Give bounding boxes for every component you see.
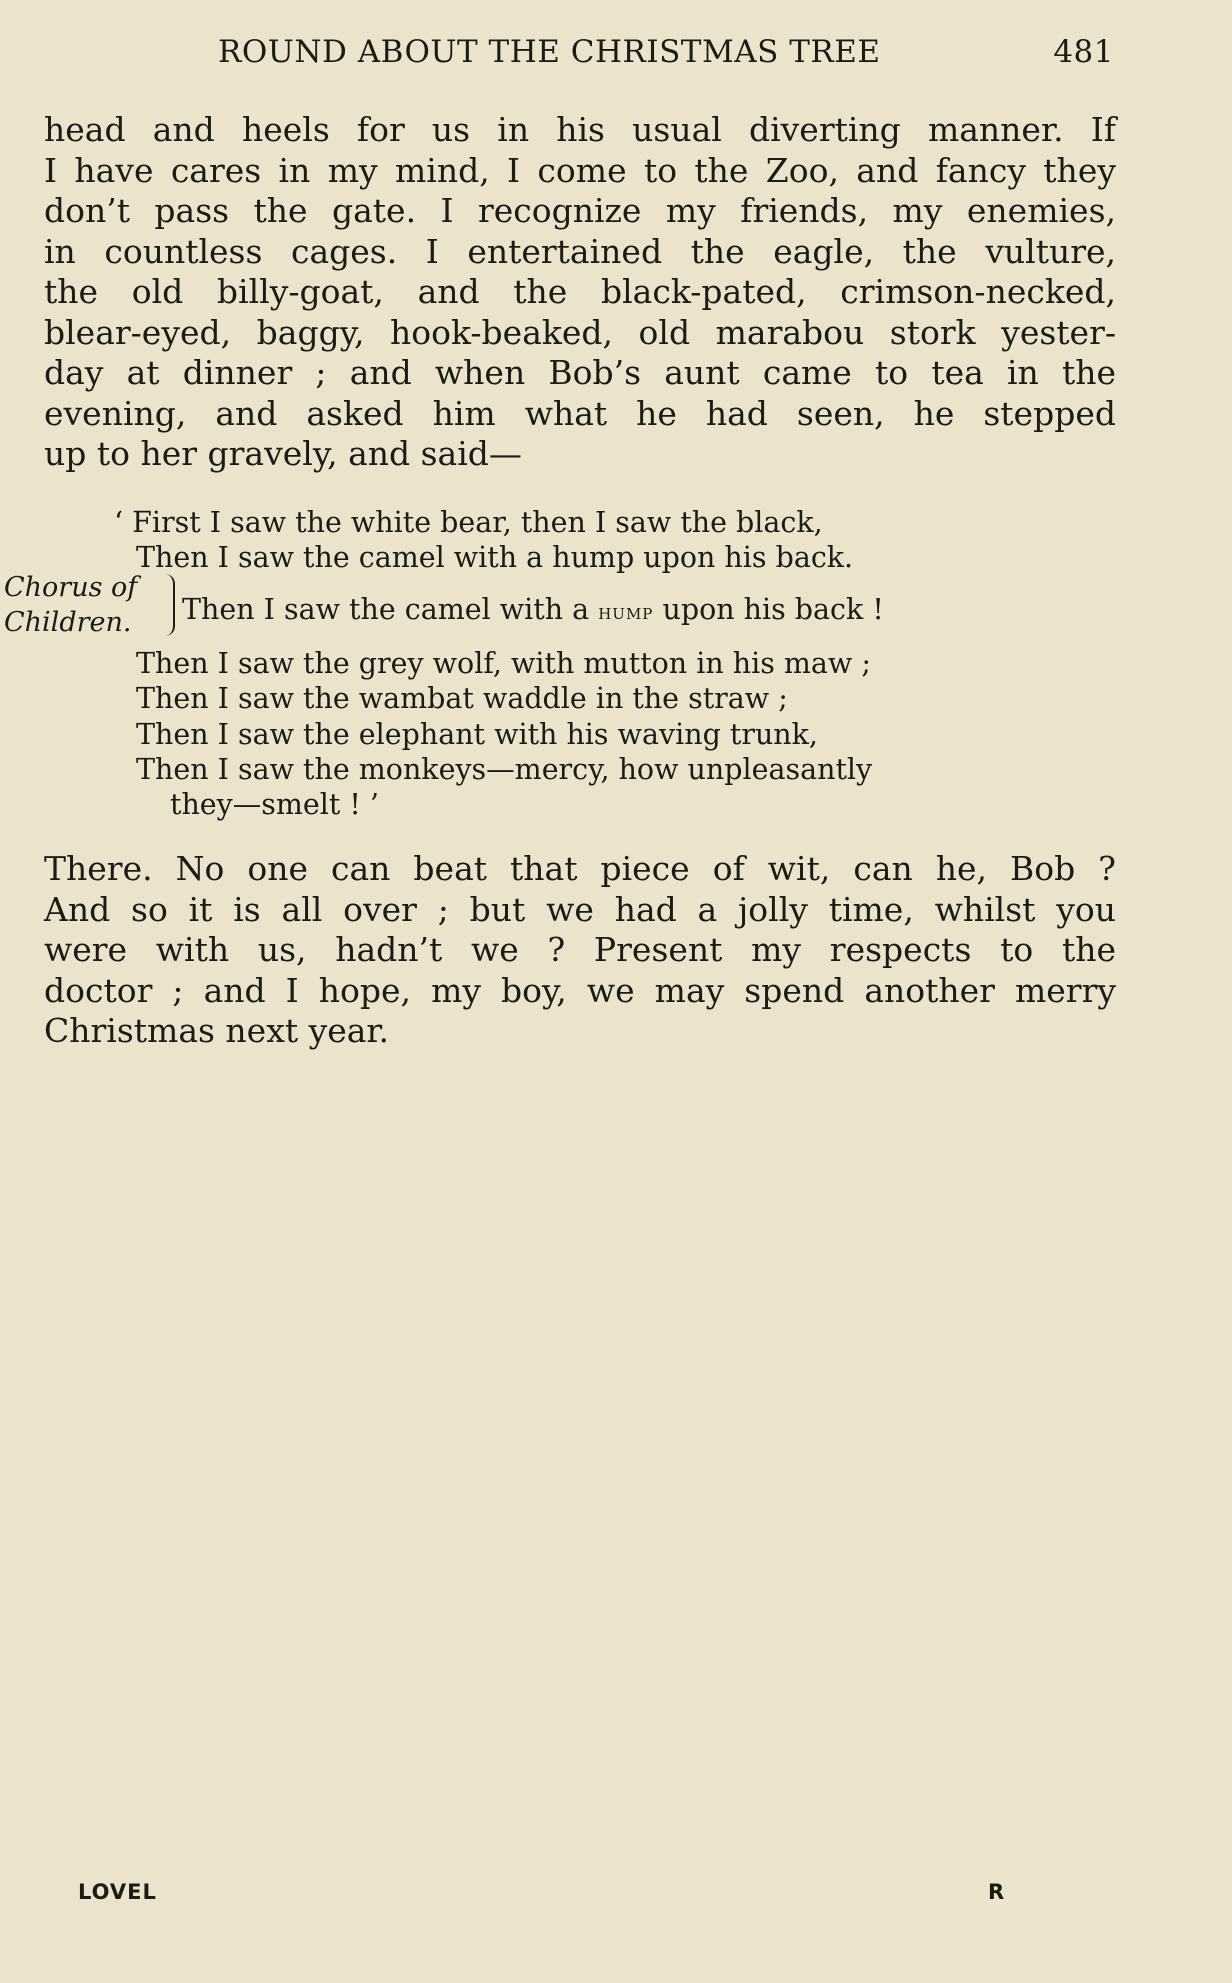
- text-line: up to her gravely, and said—: [44, 434, 522, 473]
- text-line: head and heels for us in his usual diverting manner. If: [44, 110, 1116, 149]
- text-line: doctor ; and I hope, my boy, we may spend another merry: [44, 970, 1116, 1010]
- text-line: don’t pass the gate. I recognize my friends, my enemies,: [44, 191, 1116, 230]
- text-line: Christmas next year.: [44, 1011, 390, 1050]
- chorus-label-line: Children.: [4, 607, 132, 638]
- chorus-label: [4, 574, 137, 636]
- text-line: in countless cages. I entertained the eagle, the vulture,: [44, 231, 1116, 271]
- verse-line: they—smelt ! ’: [170, 788, 379, 821]
- paragraph-closing: [44, 849, 1116, 1052]
- text-line: And so it is all over ; but we had a jolly time, whilst you: [44, 889, 1116, 929]
- chorus-text: upon his back !: [662, 593, 884, 626]
- hump-word: hump: [598, 600, 654, 625]
- brace: [165, 574, 175, 636]
- text-line: evening, and asked him what he had seen, he stepped: [44, 393, 1116, 433]
- verse-line: Then I saw the wambat waddle in the straw ;: [136, 682, 788, 715]
- signature-mark-left: LOVEL: [78, 1880, 157, 1904]
- chorus-text: Then I saw the camel with a: [182, 593, 590, 626]
- text-line: day at dinner ; and when Bob’s aunt came to tea in the: [44, 353, 1116, 392]
- signature-mark-right: R: [988, 1880, 1006, 1904]
- text-line: blear-eyed, baggy, hook-beaked, old marabou stork yester-: [44, 312, 1116, 352]
- verse-line: Then I saw the monkeys—mercy, how unpleasantly: [136, 753, 873, 786]
- page-number: 481: [1053, 34, 1114, 70]
- running-title: ROUND ABOUT THE CHRISTMAS TREE: [218, 34, 881, 70]
- text-line: were with us, hadn’t we ? Present my respects to the: [44, 930, 1116, 969]
- verse-line: Then I saw the elephant with his waving trunk,: [136, 718, 818, 751]
- verse-line: Then I saw the grey wolf, with mutton in his maw ;: [136, 647, 871, 680]
- verse-line: ‘ First I saw the white bear, then I saw the black,: [114, 506, 823, 539]
- text-line: There. No one can beat that piece of wit, can he, Bob ?: [44, 849, 1116, 888]
- text-line: the old billy-goat, and the black-pated, crimson-necked,: [44, 272, 1116, 311]
- text-line: I have cares in my mind, I come to the Zoo, and fancy they: [44, 150, 1116, 190]
- chorus-line: [182, 593, 884, 626]
- verse-line: Then I saw the camel with a hump upon his back.: [136, 541, 854, 574]
- chorus-label-line: Chorus of: [4, 572, 138, 603]
- paragraph-zoo: [44, 110, 1116, 475]
